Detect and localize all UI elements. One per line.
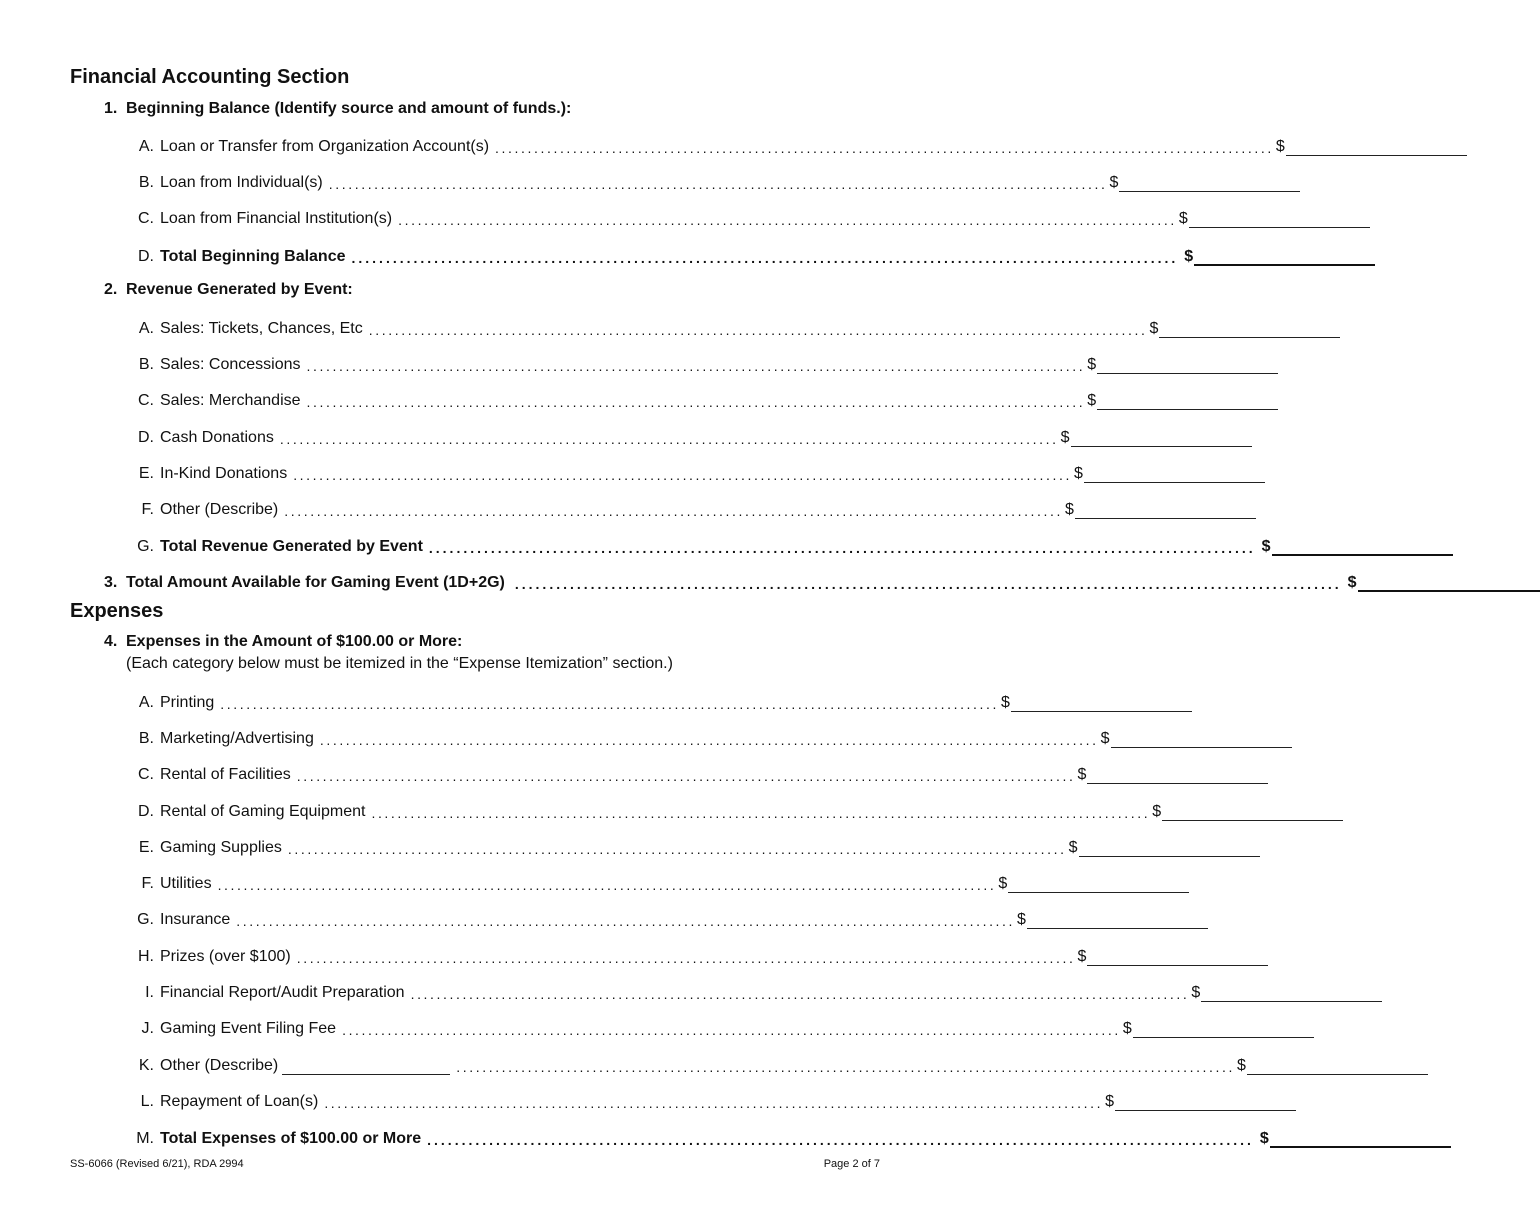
dot-leader: ........................................................................................................................ <box>287 841 1067 857</box>
amount-input-2a[interactable] <box>1159 321 1340 338</box>
amount-input-1c[interactable] <box>1189 211 1370 228</box>
dot-leader: ........................................................................................................................ <box>217 877 997 893</box>
amount-input-2c[interactable] <box>1097 393 1278 410</box>
item-label: Loan or Transfer from Organization Account(s) <box>160 138 490 155</box>
amount-input-4i[interactable] <box>1201 985 1382 1002</box>
dot-leader: ........................................................................................................................ <box>328 176 1108 192</box>
other-description-input[interactable] <box>282 1059 450 1075</box>
currency-sign: $ <box>1109 174 1119 191</box>
line-item-4i <box>130 980 1201 1002</box>
dot-leader: ........................................................................................................................ <box>284 503 1064 519</box>
item-label: Insurance <box>160 911 231 928</box>
dot-leader: ........................................................................................................................ <box>324 1095 1104 1111</box>
item-label: Total Amount Available for Gaming Event (1D+2G) <box>126 574 505 591</box>
section-title-expenses: Expenses <box>70 600 164 622</box>
amount-input-2d[interactable] <box>1071 430 1252 447</box>
currency-sign: $ <box>1077 948 1087 965</box>
dot-leader: ........................................................................................................................ <box>279 431 1059 447</box>
item-letter: J. <box>141 1020 154 1037</box>
item-label: Sales: Concessions <box>160 356 301 373</box>
item-letter: E. <box>138 839 154 856</box>
item-letter: F. <box>141 875 154 892</box>
group-number: 2. <box>104 281 118 298</box>
amount-input-4m[interactable] <box>1270 1130 1451 1148</box>
item-label: Printing <box>160 694 215 711</box>
itemization-note: (Each category below must be itemized in the “Expense Itemization” section.) <box>126 655 673 672</box>
item-letter: D. <box>138 248 154 265</box>
item-letter: M. <box>136 1130 154 1147</box>
amount-input-1a[interactable] <box>1286 139 1467 156</box>
dot-leader: ........................................................................................................................ <box>319 732 1099 748</box>
item-letter: A. <box>138 138 154 155</box>
currency-sign: $ <box>1122 1020 1132 1037</box>
currency-sign: $ <box>1178 210 1188 227</box>
dot-leader: ........................................................................................................................ <box>342 1022 1121 1038</box>
currency-sign: $ <box>1149 320 1159 337</box>
line-item-4b <box>130 726 1110 748</box>
amount-input-4f[interactable] <box>1008 876 1189 893</box>
currency-sign: $ <box>1087 356 1097 373</box>
page-number: Page 2 of 7 <box>823 1158 880 1170</box>
currency-sign: $ <box>1060 429 1070 446</box>
amount-input-2g[interactable] <box>1272 538 1453 556</box>
line-item-1b <box>130 170 1119 192</box>
currency-sign: $ <box>1105 1093 1114 1110</box>
dot-leader: ........................................................................................................................ <box>306 358 1086 374</box>
line-item-3-total-available <box>104 570 1357 592</box>
line-item-4j <box>130 1016 1132 1038</box>
currency-sign: $ <box>1068 839 1078 856</box>
currency-sign: $ <box>1259 1130 1269 1147</box>
dot-leader: ........................................................................................................................ <box>351 250 1179 266</box>
item-letter: A. <box>138 694 154 711</box>
item-letter: B. <box>138 730 154 747</box>
item-label: Sales: Merchandise <box>160 392 301 409</box>
currency-sign: $ <box>1065 501 1074 518</box>
line-item-4c <box>130 762 1087 784</box>
item-label: Loan from Financial Institution(s) <box>160 210 393 227</box>
dot-leader: ........................................................................................................................ <box>495 140 1274 156</box>
line-item-1a <box>130 134 1285 156</box>
amount-input-1d[interactable] <box>1194 248 1375 266</box>
line-item-2a <box>130 316 1159 338</box>
amount-input-2b[interactable] <box>1097 357 1278 374</box>
amount-input-4b[interactable] <box>1111 731 1292 748</box>
dot-leader: ........................................................................................................................ <box>306 394 1086 410</box>
line-item-1d-total <box>130 244 1194 266</box>
item-letter: F. <box>141 501 154 518</box>
item-letter: C. <box>138 210 154 227</box>
line-item-4m-total <box>130 1126 1269 1148</box>
currency-sign: $ <box>1100 730 1110 747</box>
item-label: Financial Report/Audit Preparation <box>160 984 405 1001</box>
item-letter: C. <box>138 766 154 783</box>
amount-input-2f[interactable] <box>1075 502 1256 519</box>
amount-input-4c[interactable] <box>1087 767 1268 784</box>
currency-sign: $ <box>1191 984 1201 1001</box>
amount-input-4l[interactable] <box>1115 1094 1296 1111</box>
line-item-2g-total <box>130 534 1271 556</box>
item-label: Prizes (over $100) <box>160 948 291 965</box>
item-letter: D. <box>138 429 154 446</box>
item-letter: E. <box>138 465 154 482</box>
group-heading-text: Revenue Generated by Event: <box>126 281 353 298</box>
amount-input-3[interactable] <box>1358 574 1540 592</box>
dot-leader: ........................................................................................................................ <box>371 805 1151 821</box>
form-id: SS-6066 (Revised 6/21), RDA 2994 <box>70 1158 244 1170</box>
item-label: Marketing/Advertising <box>160 730 314 747</box>
dot-leader: ........................................................................................................................ <box>296 768 1076 784</box>
currency-sign: $ <box>1152 803 1162 820</box>
line-item-2b <box>130 352 1097 374</box>
item-letter: G. <box>137 911 154 928</box>
currency-sign: $ <box>1184 248 1194 265</box>
item-label: Sales: Tickets, Chances, Etc <box>160 320 363 337</box>
item-letter: K. <box>138 1057 154 1074</box>
line-item-2e <box>130 461 1083 483</box>
amount-input-4e[interactable] <box>1079 840 1260 857</box>
section-title-financial: Financial Accounting Section <box>70 66 350 88</box>
item-label: In-Kind Donations <box>160 465 288 482</box>
item-label: Total Revenue Generated by Event <box>160 538 423 555</box>
line-item-4g <box>130 907 1026 929</box>
dot-leader: ........................................................................................................................ <box>368 322 1148 338</box>
currency-sign: $ <box>998 875 1008 892</box>
group-heading-revenue <box>104 281 353 299</box>
dot-leader: ........................................................................................................................ <box>410 986 1190 1002</box>
amount-input-4k[interactable] <box>1247 1058 1428 1075</box>
item-label: Other (Describe) <box>160 501 279 518</box>
line-item-4e <box>130 835 1078 857</box>
dot-leader: ........................................................................................................................ <box>514 576 1342 592</box>
dot-leader: ........................................................................................................................ <box>456 1059 1236 1075</box>
group-heading-beginning-balance <box>104 100 571 118</box>
amount-input-4a[interactable] <box>1011 695 1192 712</box>
item-label: Gaming Supplies <box>160 839 282 856</box>
item-letter: B. <box>138 356 154 373</box>
dot-leader: ........................................................................................................................ <box>220 696 1000 712</box>
line-item-2f <box>130 497 1074 519</box>
item-label: Total Beginning Balance <box>160 248 346 265</box>
item-label: Other (Describe) <box>160 1057 279 1074</box>
currency-sign: $ <box>1237 1057 1246 1074</box>
dot-leader: ........................................................................................................................ <box>236 913 1016 929</box>
item-label: Repayment of Loan(s) <box>160 1093 319 1110</box>
amount-input-4j[interactable] <box>1133 1021 1314 1038</box>
currency-sign: $ <box>1087 392 1097 409</box>
item-letter: B. <box>138 174 154 191</box>
dot-leader: ........................................................................................................................ <box>427 1132 1254 1148</box>
item-letter: L. <box>140 1093 154 1110</box>
currency-sign: $ <box>1017 911 1026 928</box>
amount-input-4g[interactable] <box>1027 912 1208 929</box>
line-item-2d <box>130 425 1070 447</box>
group-heading-text: Expenses in the Amount of $100.00 or More: <box>126 633 463 650</box>
item-letter: G. <box>137 538 154 555</box>
group-heading-text: Beginning Balance (Identify source and amount of funds.): <box>126 100 572 117</box>
item-label: Cash Donations <box>160 429 274 446</box>
dot-leader: ........................................................................................................................ <box>296 950 1076 966</box>
group-number: 1. <box>104 100 118 117</box>
group-number: 3. <box>104 574 118 591</box>
amount-input-4d[interactable] <box>1162 804 1343 821</box>
item-letter: H. <box>138 948 154 965</box>
item-label: Rental of Gaming Equipment <box>160 803 366 820</box>
line-item-4a <box>130 690 1010 712</box>
line-item-1c <box>130 206 1188 228</box>
item-label: Utilities <box>160 875 212 892</box>
item-letter: I. <box>145 984 154 1001</box>
dot-leader: ........................................................................................................................ <box>293 467 1072 483</box>
line-item-4k <box>130 1053 1246 1075</box>
item-label: Total Expenses of $100.00 or More <box>160 1130 422 1147</box>
currency-sign: $ <box>1077 766 1087 783</box>
line-item-4d <box>130 799 1162 821</box>
line-item-4h <box>130 944 1087 966</box>
line-item-4l <box>130 1089 1114 1111</box>
item-letter: A. <box>138 320 154 337</box>
amount-input-1b[interactable] <box>1119 175 1300 192</box>
group-number: 4. <box>104 633 118 650</box>
dot-leader: ........................................................................................................................ <box>398 212 1177 228</box>
line-item-2c <box>130 388 1097 410</box>
amount-input-4h[interactable] <box>1087 949 1268 966</box>
item-label: Rental of Facilities <box>160 766 291 783</box>
group-heading-expenses <box>104 633 462 651</box>
currency-sign: $ <box>1073 465 1083 482</box>
item-label: Loan from Individual(s) <box>160 174 323 191</box>
dot-leader: ........................................................................................................................ <box>428 540 1256 556</box>
line-item-4f <box>130 871 1008 893</box>
currency-sign: $ <box>1347 574 1357 591</box>
item-label: Gaming Event Filing Fee <box>160 1020 337 1037</box>
item-letter: D. <box>138 803 154 820</box>
currency-sign: $ <box>1261 538 1271 555</box>
currency-sign: $ <box>1275 138 1285 155</box>
currency-sign: $ <box>1001 694 1010 711</box>
item-letter: C. <box>138 392 154 409</box>
amount-input-2e[interactable] <box>1084 466 1265 483</box>
